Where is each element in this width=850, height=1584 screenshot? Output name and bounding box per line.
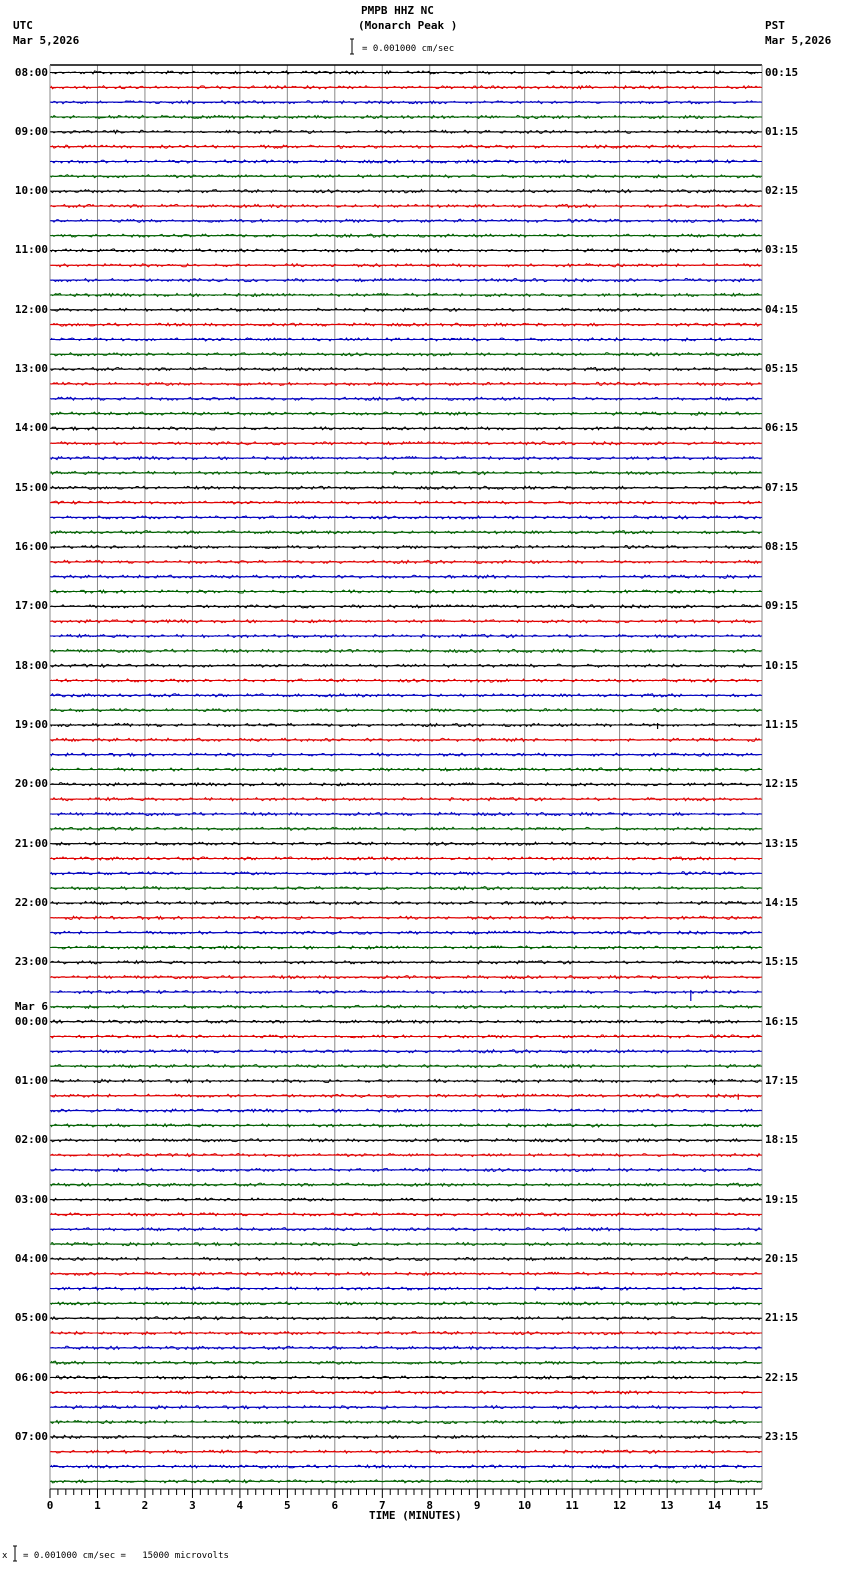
pst-time-label: 21:15: [765, 1311, 799, 1325]
utc-time-label: 15:00: [14, 480, 48, 494]
x-tick-label: 8: [426, 1499, 434, 1512]
trace: [51, 442, 761, 445]
pst-time-label: 13:15: [765, 836, 799, 850]
trace: [51, 1198, 761, 1201]
utc-time-label: 23:00: [14, 955, 48, 969]
pst-time-label: 20:15: [765, 1251, 799, 1265]
pst-time-label: 18:15: [765, 1133, 799, 1147]
x-tick-label: 5: [284, 1499, 291, 1512]
utc-time-label: 21:00: [14, 836, 48, 850]
pst-time-label: 04:15: [765, 302, 799, 316]
utc-time-label: 12:00: [14, 302, 48, 316]
trace: [51, 249, 761, 252]
pst-time-label: 16:15: [765, 1014, 799, 1028]
x-tick-label: 3: [189, 1499, 196, 1512]
utc-time-label: 08:00: [14, 65, 48, 79]
trace: [51, 560, 761, 563]
pst-time-label: 01:15: [765, 124, 799, 138]
utc-time-label: 02:00: [14, 1133, 48, 1147]
x-tick-label: 0: [46, 1499, 54, 1512]
trace: [51, 1465, 761, 1468]
utc-time-label: 22:00: [14, 895, 48, 909]
utc-time-label: 09:00: [14, 124, 48, 138]
x-tick-label: 1: [94, 1499, 101, 1512]
utc-time-label: 05:00: [14, 1311, 48, 1325]
utc-time-label: 04:00: [14, 1251, 48, 1265]
trace: [51, 1272, 761, 1275]
trace: [51, 634, 761, 637]
trace: [51, 368, 761, 371]
trace: [51, 590, 761, 593]
x-tick-label: 13: [660, 1499, 674, 1512]
pst-time-label: 14:15: [765, 895, 799, 909]
left-timezone: UTC: [13, 19, 33, 32]
pst-time-label: 03:15: [765, 243, 799, 257]
pst-time-label: 23:15: [765, 1429, 799, 1443]
trace: [51, 990, 761, 993]
utc-time-label: 20:00: [14, 777, 48, 791]
pst-time-label: 09:15: [765, 599, 799, 613]
trace: [51, 1124, 761, 1127]
trace: [51, 1079, 761, 1082]
utc-time-label: 01:00: [14, 1073, 48, 1087]
footer-marker: x: [2, 1551, 8, 1561]
trace: [51, 1420, 761, 1423]
pst-time-label: 19:15: [765, 1192, 799, 1206]
x-tick-label: 15: [755, 1499, 769, 1512]
utc-time-label: 06:00: [14, 1370, 48, 1384]
pst-time-label: 12:15: [765, 777, 799, 791]
x-tick-label: 10: [518, 1499, 532, 1512]
pst-time-label: 02:15: [765, 184, 799, 198]
scale-label: = 0.001000 cm/sec: [362, 44, 455, 54]
x-tick-label: 12: [612, 1499, 627, 1512]
trace: [51, 546, 761, 549]
trace: [51, 1168, 761, 1171]
utc-time-label: 13:00: [14, 362, 48, 376]
utc-time-label: 10:00: [14, 184, 48, 198]
trace: [51, 160, 761, 163]
trace: [51, 486, 761, 489]
x-tick-label: 6: [331, 1499, 339, 1512]
utc-time-label: 17:00: [14, 599, 48, 613]
trace: [51, 1332, 761, 1335]
utc-time-label: 11:00: [14, 243, 48, 257]
pst-time-label: 08:15: [765, 540, 799, 554]
right-date: Mar 5,2026: [765, 34, 832, 47]
x-tick-label: 9: [473, 1499, 481, 1512]
trace: [51, 931, 761, 934]
right-timezone: PST: [765, 19, 785, 32]
x-tick-label: 11: [565, 1499, 579, 1512]
trace: [51, 382, 761, 385]
utc-time-label: 07:00: [14, 1429, 48, 1443]
trace: [51, 397, 761, 400]
utc-time-label: 03:00: [14, 1192, 48, 1206]
x-tick-label: 2: [141, 1499, 149, 1512]
trace: [51, 1154, 761, 1157]
utc-time-label: 00:00: [14, 1014, 48, 1028]
utc-time-label: 19:00: [14, 718, 48, 732]
pst-time-label: 10:15: [765, 658, 799, 672]
trace: [51, 516, 761, 519]
trace: [51, 204, 761, 207]
footer-scale-label: = 0.001000 cm/sec = 15000 microvolts: [23, 1551, 229, 1561]
trace: [51, 1302, 761, 1305]
trace: [51, 427, 761, 430]
trace: [51, 1139, 761, 1142]
trace: [51, 605, 761, 608]
trace: [51, 872, 761, 875]
trace: [51, 86, 761, 89]
utc-time-label: 14:00: [14, 421, 48, 435]
trace: [51, 946, 761, 949]
x-axis-label: TIME (MINUTES): [369, 1509, 462, 1522]
station-title: PMPB HHZ NC: [361, 4, 434, 17]
x-tick-label: 14: [707, 1499, 722, 1512]
utc-time-label: 18:00: [14, 658, 48, 672]
left-date: Mar 5,2026: [13, 34, 80, 47]
x-tick-label: 4: [236, 1499, 244, 1512]
station-location: (Monarch Peak ): [358, 19, 458, 32]
pst-time-label: 07:15: [765, 480, 799, 494]
pst-time-label: 06:15: [765, 421, 799, 435]
trace: [51, 531, 761, 534]
pst-time-label: 17:15: [765, 1073, 799, 1087]
pst-time-label: 22:15: [765, 1370, 799, 1384]
utc-time-label: 16:00: [14, 540, 48, 554]
trace: [51, 842, 761, 845]
pst-time-label: 00:15: [765, 65, 799, 79]
date-change-label: Mar 6: [14, 999, 48, 1013]
pst-time-label: 05:15: [765, 362, 799, 376]
pst-time-label: 15:15: [765, 955, 799, 969]
pst-time-label: 11:15: [765, 718, 799, 732]
x-tick-label: 7: [378, 1499, 386, 1512]
